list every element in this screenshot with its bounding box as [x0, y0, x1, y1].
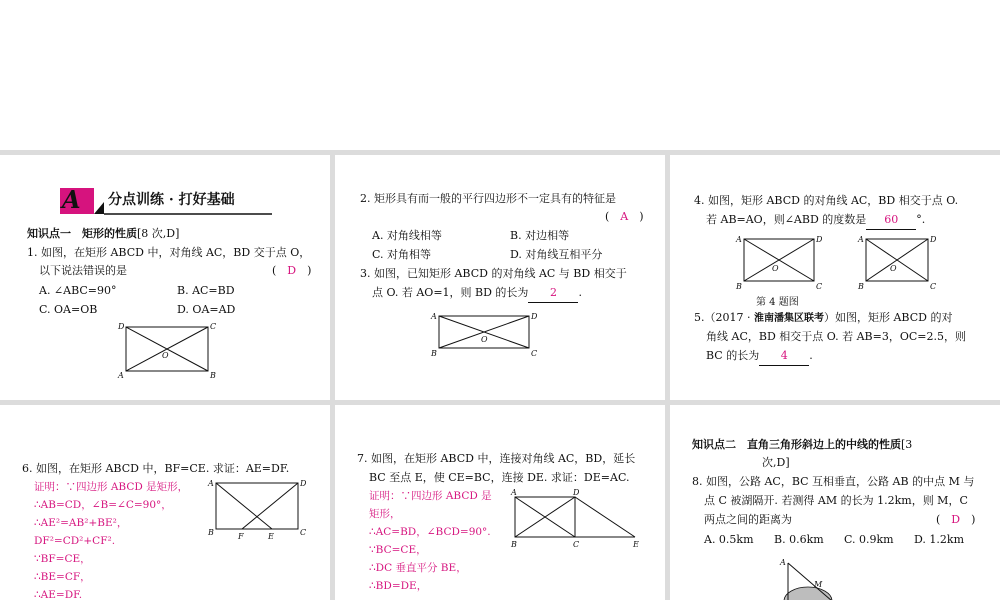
q1-stem-line2: 以下说法错误的是: [39, 264, 127, 277]
svg-text:A: A: [511, 488, 517, 497]
q5-stem-line2: 角线 AC，BD 相交于点 O. 若 AB=3，OC=2.5，则: [706, 330, 967, 343]
q7-proof-line6: ∴BD=DE，: [369, 580, 428, 592]
svg-text:O: O: [162, 351, 169, 360]
svg-text:C: C: [210, 322, 217, 331]
svg-text:D: D: [930, 235, 937, 244]
svg-text:B: B: [736, 282, 742, 291]
q6-proof-line4: DF²=CD²+CF².: [34, 535, 116, 547]
q4-figure-caption: 第 4 题图: [756, 297, 799, 308]
q1-rectangle-figure: [118, 320, 218, 380]
svg-text:B: B: [208, 528, 214, 537]
q2-stem: 2. 矩形具有而一般的平行四边形不一定具有的特征是: [360, 192, 616, 205]
q7-rectangle-figure: [507, 489, 647, 551]
q1-stem-line1: 1. 如图，在矩形 ABCD 中，对角线 AC，BD 交于点 O，: [27, 246, 311, 259]
section-letter: A: [62, 185, 81, 214]
q1-answer: ( D ): [272, 264, 312, 277]
q8-lake-figure: [774, 555, 854, 600]
q2-option-b: B. 对边相等: [510, 229, 570, 242]
q6-proof-line2: ∴AB=CD，∠B=∠C=90°，: [34, 499, 172, 511]
svg-text:A: A: [208, 479, 214, 488]
svg-text:E: E: [633, 540, 639, 549]
svg-text:C: C: [531, 349, 538, 358]
q8-stem-line2: 点 C 被湖隔开. 若测得 AM 的长为 1.2km，则 M，C: [704, 494, 968, 507]
q1-option-a: A. ∠ABC=90°: [39, 284, 117, 297]
kp2-heading-tag: 次,D]: [762, 456, 790, 469]
svg-text:B: B: [511, 540, 517, 549]
svg-text:A: A: [780, 558, 786, 567]
q5-stem-line3: BC 的长为 4 .: [706, 347, 813, 366]
svg-text:O: O: [890, 264, 897, 273]
q1-option-d: D. OA=AD: [177, 303, 236, 316]
q5-rectangle-figure: [858, 233, 950, 291]
svg-text:D: D: [300, 479, 307, 488]
svg-text:F: F: [238, 532, 244, 541]
q2-option-c: C. 对角相等: [372, 248, 432, 261]
q6-proof-line6: ∴BE=CF，: [34, 571, 91, 583]
q3-stem-line2: 点 O. 若 AO=1，则 BD 的长为 2 .: [372, 284, 582, 303]
q1-option-b: B. AC=BD: [177, 284, 235, 297]
q6-rectangle-figure: [206, 477, 310, 539]
svg-text:C: C: [300, 528, 307, 537]
svg-text:M: M: [814, 580, 823, 589]
svg-text:C: C: [573, 540, 580, 549]
panel-q2-q3: [335, 155, 665, 400]
q4-stem-line2: 若 AB=AO，则∠ABD 的度数是 60 °.: [706, 211, 925, 230]
q2-option-a: A. 对角线相等: [372, 229, 442, 242]
q7-proof-line2: 矩形，: [369, 508, 401, 520]
svg-text:D: D: [573, 488, 580, 497]
svg-text:C: C: [930, 282, 937, 291]
q7-proof-line5: ∴DC 垂直平分 BE，: [369, 562, 467, 574]
svg-text:A: A: [431, 312, 437, 321]
svg-text:A: A: [736, 235, 742, 244]
kp1-heading: 知识点一 矩形的性质[8 次,D]: [27, 227, 180, 240]
worksheet-grid: [0, 150, 1000, 600]
svg-text:C: C: [816, 282, 823, 291]
q7-proof-line3: ∴AC=BD，∠BCD=90°.: [369, 526, 491, 538]
q4-stem-line1: 4. 如图，矩形 ABCD 的对角线 AC，BD 相交于点 O.: [694, 194, 959, 207]
q6-proof-line5: ∵BF=CE，: [34, 553, 91, 565]
svg-text:O: O: [481, 335, 488, 344]
q7-proof-line1: 证明：∵四边形 ABCD 是: [369, 490, 492, 502]
q2-answer: ( A ): [605, 210, 644, 223]
svg-text:B: B: [858, 282, 864, 291]
q6-proof-line3: ∴AE²=AB²+BE²，: [34, 517, 128, 529]
section-title: 分点训练 · 打好基础: [108, 192, 235, 208]
q2-option-d: D. 对角线互相平分: [510, 248, 603, 261]
kp2-heading: 知识点二 直角三角形斜边上的中线的性质[3: [692, 438, 913, 451]
svg-text:A: A: [118, 371, 124, 380]
q8-stem-line1: 8. 如图，公路 AC，BC 互相垂直，公路 AB 的中点 M 与: [692, 475, 975, 488]
q6-proof-line1: 证明：∵四边形 ABCD 是矩形，: [34, 481, 189, 493]
svg-text:A: A: [858, 235, 864, 244]
svg-text:D: D: [118, 322, 125, 331]
panel-q1: [0, 155, 330, 400]
svg-text:D: D: [531, 312, 538, 321]
svg-text:E: E: [268, 532, 274, 541]
q6-proof-line7: ∴AE=DF.: [34, 589, 83, 600]
top-blank-area: [0, 0, 1000, 150]
q6-stem: 6. 如图，在矩形 ABCD 中，BF=CE. 求证：AE=DF.: [22, 462, 290, 475]
q1-option-c: C. OA=OB: [39, 303, 98, 316]
q4-rectangle-figure: [736, 233, 828, 291]
q7-proof-line4: ∵BC=CE，: [369, 544, 427, 556]
q8-option-d: D. 1.2km: [914, 533, 965, 546]
q8-option-c: C. 0.9km: [844, 533, 894, 546]
q3-rectangle-figure: [431, 310, 541, 358]
svg-text:B: B: [210, 371, 216, 380]
q7-stem-line2: BC 至点 E，使 CE=BC，连接 DE. 求证：DE=AC.: [369, 471, 630, 484]
svg-text:O: O: [772, 264, 779, 273]
panel-q4-q5: [670, 155, 1000, 400]
svg-text:D: D: [816, 235, 823, 244]
q8-answer: ( D ): [936, 513, 976, 526]
q7-stem-line1: 7. 如图，在矩形 ABCD 中，连接对角线 AC，BD，延长: [357, 452, 636, 465]
q8-option-b: B. 0.6km: [774, 533, 824, 546]
q8-stem-line3: 两点之间的距离为: [704, 513, 792, 526]
q8-option-a: A. 0.5km: [704, 533, 754, 546]
svg-text:B: B: [431, 349, 437, 358]
panel-q6: [0, 405, 330, 600]
q5-stem-line1: 5.（2017 · 淮南潘集区联考）如图，矩形 ABCD 的对: [694, 311, 953, 324]
q3-stem-line1: 3. 如图，已知矩形 ABCD 的对角线 AC 与 BD 相交于: [360, 267, 627, 280]
panel-q7: [335, 405, 665, 600]
panel-q8: [670, 405, 1000, 600]
